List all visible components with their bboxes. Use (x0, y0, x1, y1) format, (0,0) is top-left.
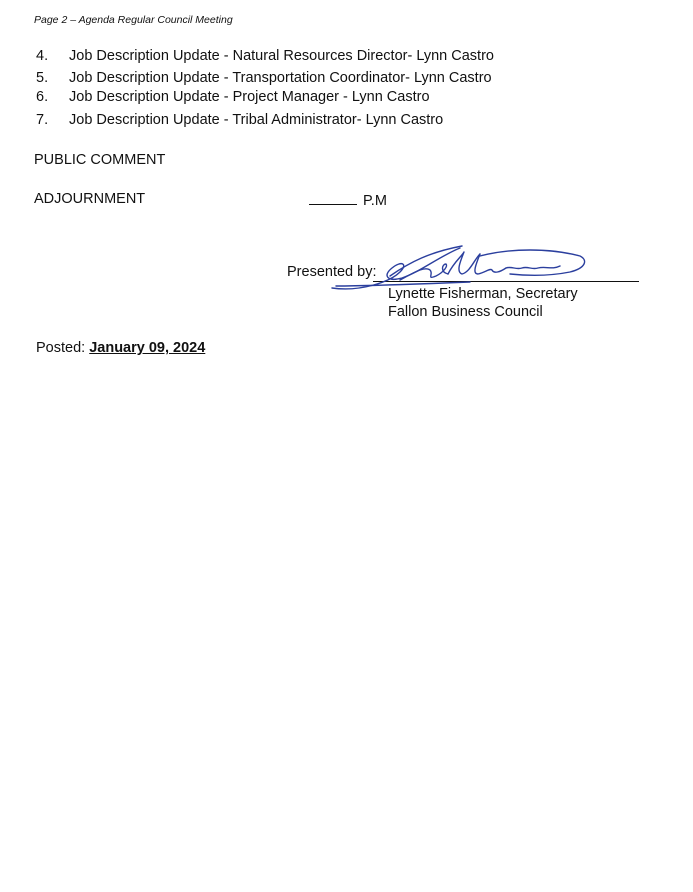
adjournment-time-suffix: P.M (363, 193, 387, 209)
agenda-item (36, 112, 443, 128)
agenda-item-text: Job Description Update - Project Manager - Lynn Castro (69, 89, 430, 105)
agenda-item-number: 5. (36, 70, 49, 86)
signer-name: Lynette Fisherman, Secretary (388, 286, 578, 302)
agenda-item (36, 70, 492, 86)
agenda-item-text: Job Description Update - Tribal Administrator- Lynn Castro (69, 112, 444, 128)
public-comment-heading: PUBLIC COMMENT (34, 152, 166, 168)
agenda-item-number: 7. (36, 112, 49, 128)
posted-date: January 09, 2024 (89, 340, 206, 356)
agenda-item (36, 89, 430, 105)
presented-by-label: Presented by: (287, 264, 377, 280)
adjournment-heading: ADJOURNMENT (34, 191, 146, 207)
adjournment-time (309, 192, 387, 209)
posted-label: Posted: (36, 340, 86, 356)
agenda-item-text: Job Description Update - Transportation Coordinator- Lynn Castro (69, 70, 492, 86)
agenda-item-number: 4. (36, 48, 49, 64)
posted-line (36, 340, 205, 356)
agenda-item-number: 6. (36, 89, 49, 105)
agenda-item-text: Job Description Update - Natural Resources Director- Lynn Castro (69, 48, 494, 64)
agenda-item (36, 48, 494, 64)
adjournment-time-blank (309, 192, 357, 205)
signer-organization: Fallon Business Council (388, 304, 543, 320)
page-header: Page 2 – Agenda Regular Council Meeting (34, 14, 233, 26)
